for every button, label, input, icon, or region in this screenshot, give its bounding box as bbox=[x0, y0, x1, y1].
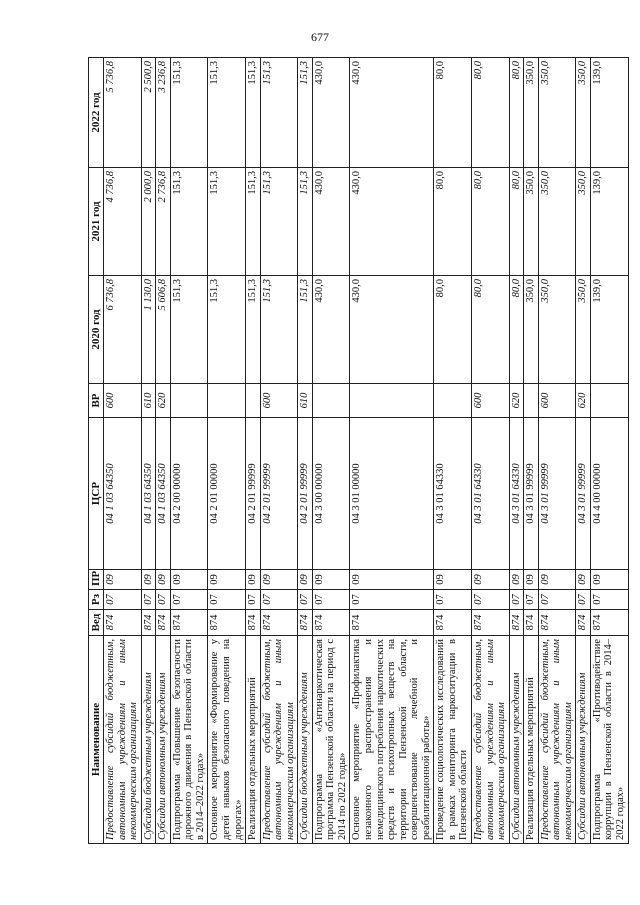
table-cell-name: Реализация отдельных мероприятий bbox=[246, 636, 261, 844]
table-cell-2021: 151,3 bbox=[260, 168, 298, 276]
header-csr: ЦСР bbox=[89, 418, 104, 570]
table-cell-2020: 80,0 bbox=[471, 276, 509, 384]
table-cell-2020: 430,0 bbox=[350, 276, 434, 384]
table-cell-csr: 04 3 01 64330 bbox=[434, 418, 472, 570]
table-row bbox=[312, 58, 350, 844]
table-row bbox=[156, 58, 171, 844]
table-cell-csr: 04 2 01 99999 bbox=[246, 418, 261, 570]
table-cell-ved: 874 bbox=[471, 610, 509, 636]
table-cell-2021: 80,0 bbox=[471, 168, 509, 276]
table-header-row bbox=[89, 58, 104, 844]
table-cell-name: Субсидии автономным учреждениям bbox=[509, 636, 524, 844]
table-row bbox=[576, 58, 591, 844]
table-cell-ved: 874 bbox=[576, 610, 591, 636]
table-cell-pr: 09 bbox=[509, 570, 524, 590]
table-cell-2020: 5 606,8 bbox=[156, 276, 171, 384]
table-cell-csr: 04 3 01 99999 bbox=[524, 418, 539, 570]
header-rz: Рз bbox=[89, 590, 104, 610]
table-cell-vr: 610 bbox=[298, 384, 313, 418]
table-cell-rz: 07 bbox=[524, 590, 539, 610]
table-cell-2022: 5 736,8 bbox=[104, 58, 142, 168]
table-cell-pr: 09 bbox=[298, 570, 313, 590]
header-ved: Вед bbox=[89, 610, 104, 636]
table-cell-csr: 04 3 00 00000 bbox=[312, 418, 350, 570]
table-cell-2022: 151,3 bbox=[260, 58, 298, 168]
table-cell-2021: 139,0 bbox=[590, 168, 628, 276]
table-row bbox=[538, 58, 576, 844]
table-cell-pr: 09 bbox=[141, 570, 156, 590]
table-cell-rz: 07 bbox=[260, 590, 298, 610]
budget-table bbox=[88, 57, 629, 844]
table-cell-ved: 874 bbox=[590, 610, 628, 636]
table-cell-2020: 430,0 bbox=[312, 276, 350, 384]
table-cell-rz: 07 bbox=[246, 590, 261, 610]
table-cell-name: Предоставление субсидий бюджетным, автономным учреждениям и иным некоммерческим организациям bbox=[471, 636, 509, 844]
table-cell-2022: 80,0 bbox=[434, 58, 472, 168]
table-cell-vr bbox=[590, 384, 628, 418]
table-row bbox=[141, 58, 156, 844]
table-cell-vr: 620 bbox=[509, 384, 524, 418]
table-cell-name: Субсидии автономным учреждениям bbox=[156, 636, 171, 844]
table-cell-csr: 04 3 01 64330 bbox=[509, 418, 524, 570]
table-cell-pr: 09 bbox=[434, 570, 472, 590]
table-row bbox=[170, 58, 208, 844]
table-row bbox=[590, 58, 628, 844]
table-cell-2021: 2 736,8 bbox=[156, 168, 171, 276]
table-cell-vr bbox=[170, 384, 208, 418]
table-cell-2022: 151,3 bbox=[208, 58, 246, 168]
table-cell-ved: 874 bbox=[208, 610, 246, 636]
table-cell-2022: 80,0 bbox=[509, 58, 524, 168]
table-cell-csr: 04 3 01 64330 bbox=[471, 418, 509, 570]
table-cell-2021: 2 000,0 bbox=[141, 168, 156, 276]
table-cell-2020: 151,3 bbox=[208, 276, 246, 384]
table-row bbox=[509, 58, 524, 844]
table-cell-2022: 2 500,0 bbox=[141, 58, 156, 168]
table-cell-vr: 600 bbox=[104, 384, 142, 418]
table-cell-csr: 04 3 01 00000 bbox=[350, 418, 434, 570]
table-cell-2022: 151,3 bbox=[246, 58, 261, 168]
table-cell-2021: 4 736,8 bbox=[104, 168, 142, 276]
table-cell-csr: 04 2 00 00000 bbox=[170, 418, 208, 570]
table-cell-2021: 80,0 bbox=[509, 168, 524, 276]
table-cell-2021: 151,3 bbox=[170, 168, 208, 276]
table-cell-ved: 874 bbox=[104, 610, 142, 636]
table-cell-2021: 151,3 bbox=[246, 168, 261, 276]
table-cell-vr: 620 bbox=[156, 384, 171, 418]
table-cell-2022: 350,0 bbox=[576, 58, 591, 168]
table-cell-ved: 874 bbox=[260, 610, 298, 636]
table-cell-csr: 04 3 01 99999 bbox=[576, 418, 591, 570]
rotated-page-content bbox=[88, 58, 626, 844]
table-cell-rz: 07 bbox=[141, 590, 156, 610]
table-cell-rz: 07 bbox=[576, 590, 591, 610]
table-cell-2022: 3 236,8 bbox=[156, 58, 171, 168]
table-row bbox=[260, 58, 298, 844]
table-cell-vr: 620 bbox=[576, 384, 591, 418]
header-pr: ПР bbox=[89, 570, 104, 590]
table-cell-name: Субсидии бюджетным учреждениям bbox=[141, 636, 156, 844]
table-cell-rz: 07 bbox=[208, 590, 246, 610]
table-cell-name: Подпрограмма «Антинаркотическая программа Пензенской области на период с 2014 по 2022 годы» bbox=[312, 636, 350, 844]
table-row bbox=[246, 58, 261, 844]
table-row bbox=[350, 58, 434, 844]
table-cell-name: Предоставление субсидий бюджетным, автономным учреждениям и иным некоммерческим организациям bbox=[260, 636, 298, 844]
table-row bbox=[104, 58, 142, 844]
table-cell-2020: 151,3 bbox=[260, 276, 298, 384]
table-body bbox=[104, 58, 628, 844]
table-cell-rz: 07 bbox=[170, 590, 208, 610]
table-cell-rz: 07 bbox=[298, 590, 313, 610]
rotated-table-container bbox=[88, 58, 626, 844]
table-cell-name: Основное мероприятие «Профилактика незаконного распространения и немедицинского потребления наркотических средств и психотропных веществ на территории Пензенской области, совершенствование лечебной и реабилитационной работы» bbox=[350, 636, 434, 844]
table-cell-vr bbox=[434, 384, 472, 418]
table-cell-rz: 07 bbox=[471, 590, 509, 610]
table-cell-2022: 350,0 bbox=[524, 58, 539, 168]
table-cell-rz: 07 bbox=[509, 590, 524, 610]
header-2020: 2020 год bbox=[89, 276, 104, 384]
table-row bbox=[524, 58, 539, 844]
table-cell-vr bbox=[312, 384, 350, 418]
table-cell-2020: 350,0 bbox=[576, 276, 591, 384]
table-cell-2022: 430,0 bbox=[350, 58, 434, 168]
table-cell-name: Подпрограмма «Противодействие коррупции в Пензенской области в 2014–2022 годах» bbox=[590, 636, 628, 844]
table-cell-2020: 151,3 bbox=[298, 276, 313, 384]
table-cell-rz: 07 bbox=[156, 590, 171, 610]
table-row bbox=[298, 58, 313, 844]
table-row bbox=[471, 58, 509, 844]
table-cell-pr: 09 bbox=[104, 570, 142, 590]
table-cell-rz: 07 bbox=[538, 590, 576, 610]
table-cell-2020: 6 736,8 bbox=[104, 276, 142, 384]
table-cell-2020: 350,0 bbox=[538, 276, 576, 384]
table-cell-pr: 09 bbox=[156, 570, 171, 590]
table-cell-2021: 350,0 bbox=[538, 168, 576, 276]
table-cell-2022: 430,0 bbox=[312, 58, 350, 168]
table-cell-2020: 350,0 bbox=[524, 276, 539, 384]
table-cell-vr bbox=[246, 384, 261, 418]
table-cell-name: Проведение социологических исследований в рамках мониторинга наркоситуации в Пензенской области bbox=[434, 636, 472, 844]
table-cell-2020: 1 130,0 bbox=[141, 276, 156, 384]
table-cell-name: Реализация отдельных мероприятий bbox=[524, 636, 539, 844]
table-cell-ved: 874 bbox=[170, 610, 208, 636]
table-cell-pr: 09 bbox=[538, 570, 576, 590]
table-cell-csr: 04 1 03 64350 bbox=[104, 418, 142, 570]
table-cell-ved: 874 bbox=[298, 610, 313, 636]
table-cell-vr: 600 bbox=[538, 384, 576, 418]
table-cell-2022: 139,0 bbox=[590, 58, 628, 168]
table-cell-vr: 600 bbox=[260, 384, 298, 418]
table-cell-2021: 151,3 bbox=[208, 168, 246, 276]
table-cell-2022: 350,0 bbox=[538, 58, 576, 168]
table-cell-rz: 07 bbox=[590, 590, 628, 610]
table-cell-pr: 09 bbox=[246, 570, 261, 590]
table-cell-name: Субсидии автономным учреждениям bbox=[576, 636, 591, 844]
table-cell-rz: 07 bbox=[104, 590, 142, 610]
table-cell-pr: 09 bbox=[350, 570, 434, 590]
table-cell-csr: 04 2 01 99999 bbox=[298, 418, 313, 570]
table-cell-name: Предоставление субсидий бюджетным, автономным учреждениям и иным некоммерческим организациям bbox=[538, 636, 576, 844]
table-cell-ved: 874 bbox=[509, 610, 524, 636]
table-cell-ved: 874 bbox=[434, 610, 472, 636]
table-cell-csr: 04 1 03 64350 bbox=[141, 418, 156, 570]
table-cell-2021: 430,0 bbox=[350, 168, 434, 276]
table-cell-2021: 430,0 bbox=[312, 168, 350, 276]
table-cell-pr: 09 bbox=[260, 570, 298, 590]
table-cell-2022: 151,3 bbox=[298, 58, 313, 168]
table-cell-csr: 04 4 00 00000 bbox=[590, 418, 628, 570]
header-2022: 2022 год bbox=[89, 58, 104, 168]
table-cell-vr bbox=[208, 384, 246, 418]
table-cell-rz: 07 bbox=[312, 590, 350, 610]
table-row bbox=[434, 58, 472, 844]
table-cell-csr: 04 1 03 64350 bbox=[156, 418, 171, 570]
table-cell-rz: 07 bbox=[350, 590, 434, 610]
table-cell-vr: 610 bbox=[141, 384, 156, 418]
table-cell-2020: 80,0 bbox=[509, 276, 524, 384]
table-cell-ved: 874 bbox=[312, 610, 350, 636]
table-cell-name: Основное мероприятие «Формирование у детей навыков безопасного поведения на дорогах» bbox=[208, 636, 246, 844]
table-cell-csr: 04 2 01 00000 bbox=[208, 418, 246, 570]
table-cell-2021: 80,0 bbox=[434, 168, 472, 276]
table-cell-2021: 350,0 bbox=[576, 168, 591, 276]
table-cell-2020: 151,3 bbox=[246, 276, 261, 384]
table-row bbox=[208, 58, 246, 844]
table-cell-csr: 04 2 01 99999 bbox=[260, 418, 298, 570]
page-number: 677 bbox=[311, 30, 329, 44]
table-cell-pr: 09 bbox=[524, 570, 539, 590]
table-cell-2020: 80,0 bbox=[434, 276, 472, 384]
table-cell-vr bbox=[524, 384, 539, 418]
table-cell-rz: 07 bbox=[434, 590, 472, 610]
table-cell-pr: 09 bbox=[590, 570, 628, 590]
table-cell-ved: 874 bbox=[524, 610, 539, 636]
table-cell-vr bbox=[350, 384, 434, 418]
table-cell-ved: 874 bbox=[141, 610, 156, 636]
table-cell-2022: 80,0 bbox=[471, 58, 509, 168]
header-vr: ВР bbox=[89, 384, 104, 418]
table-cell-2020: 139,0 bbox=[590, 276, 628, 384]
table-cell-2022: 151,3 bbox=[170, 58, 208, 168]
header-name: Наименование bbox=[89, 636, 104, 844]
table-cell-name: Подпрограмма «Повышение безопасности дорожного движения в Пензенской области в 2014–2022 годах» bbox=[170, 636, 208, 844]
table-cell-ved: 874 bbox=[156, 610, 171, 636]
table-cell-2020: 151,3 bbox=[170, 276, 208, 384]
table-cell-name: Предоставление субсидий бюджетным, автономным учреждениям и иным некоммерческим организациям bbox=[104, 636, 142, 844]
table-cell-2021: 151,3 bbox=[298, 168, 313, 276]
table-cell-name: Субсидии бюджетным учреждениям bbox=[298, 636, 313, 844]
table-cell-vr: 600 bbox=[471, 384, 509, 418]
table-cell-ved: 874 bbox=[538, 610, 576, 636]
table-cell-pr: 09 bbox=[208, 570, 246, 590]
table-cell-csr: 04 3 01 99999 bbox=[538, 418, 576, 570]
header-2021: 2021 год bbox=[89, 168, 104, 276]
table-cell-pr: 09 bbox=[312, 570, 350, 590]
table-cell-ved: 874 bbox=[246, 610, 261, 636]
table-cell-pr: 09 bbox=[576, 570, 591, 590]
table-cell-2021: 350,0 bbox=[524, 168, 539, 276]
table-cell-pr: 09 bbox=[471, 570, 509, 590]
table-cell-ved: 874 bbox=[350, 610, 434, 636]
table-cell-pr: 09 bbox=[170, 570, 208, 590]
